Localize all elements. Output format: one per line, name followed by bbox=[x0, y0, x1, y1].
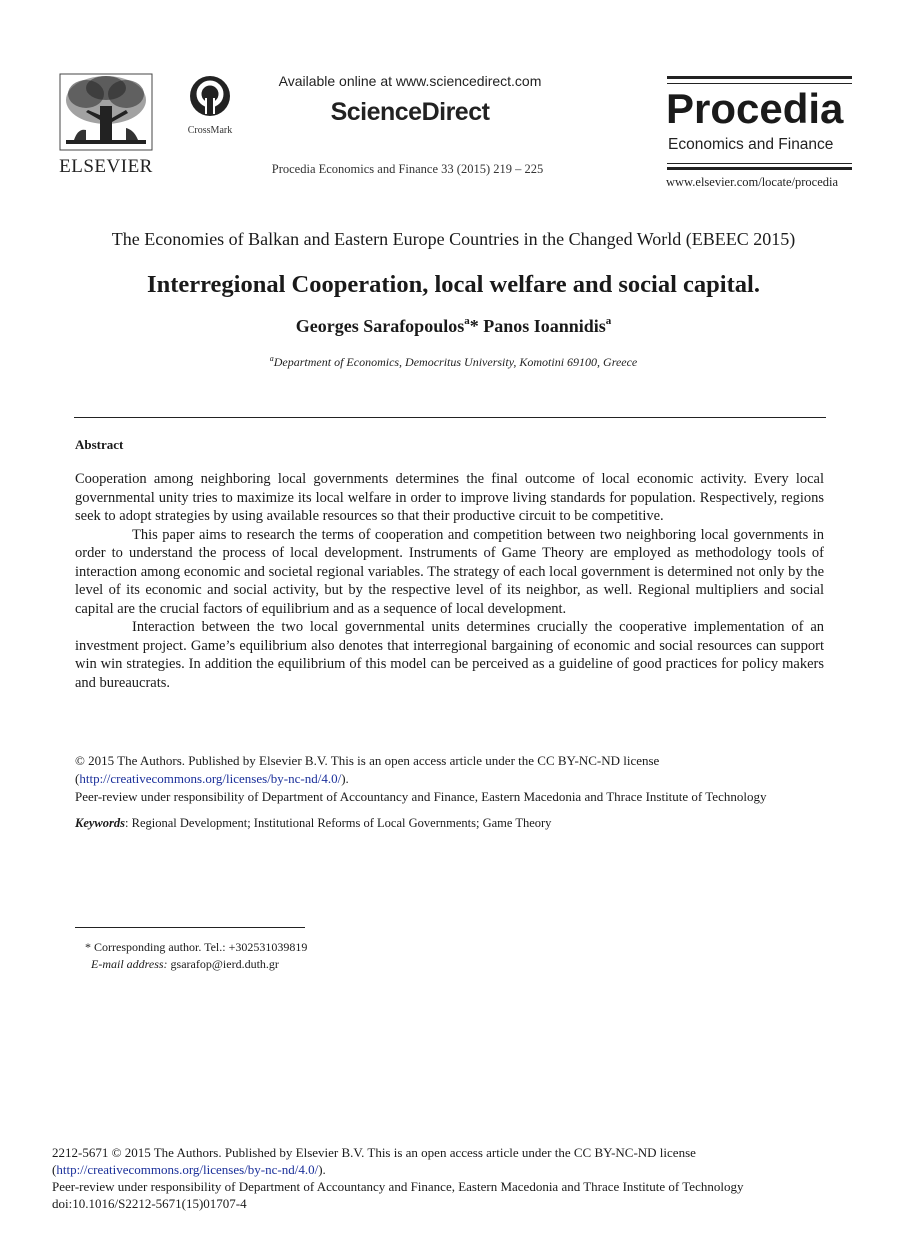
peer-review-text: Peer-review under responsibility of Department of Accountancy and Finance, Eastern Macedonia and Thrace Institute of Technology bbox=[52, 1179, 744, 1194]
bottom-link-line bbox=[52, 1161, 872, 1178]
affiliation-marker: a bbox=[269, 354, 274, 363]
paper-title: Interregional Cooperation, local welfare and social capital. bbox=[147, 271, 760, 298]
abstract-paragraph: Interaction between the two local governmental units determines crucially the cooperative implementation of an investment project. Game’s equilibrium also denotes that interregional bargaining of economic and social resources can support win win strategies. In addition the equilibrium of this model can be perceived as a guideline of good practices for policy makers and bureaucrats. bbox=[75, 619, 824, 691]
elsevier-tree-icon bbox=[56, 72, 156, 152]
paren-close: ). bbox=[318, 1162, 326, 1177]
peer-review-text: Peer-review under responsibility of Department of Accountancy and Finance, Eastern Macedonia and Thrace Institute of Technology bbox=[75, 789, 767, 804]
sciencedirect-logo[interactable]: ScienceDirect bbox=[330, 98, 490, 126]
keywords-label: Keywords bbox=[75, 816, 125, 830]
author-name: Georges Sarafopoulos bbox=[295, 316, 465, 336]
procedia-bottom-rule-thin bbox=[667, 163, 852, 164]
available-online-text: Available online at www.sciencedirect.com bbox=[278, 73, 542, 89]
affiliation bbox=[40, 355, 867, 370]
abstract-body bbox=[75, 470, 824, 692]
license-text: © 2015 The Authors. Published by Elsevier B.V. This is an open access article under the CC BY-NC-ND license bbox=[75, 753, 660, 768]
email-line bbox=[85, 956, 485, 973]
doi[interactable]: doi:10.1016/S2212-5671(15)01707-4 bbox=[52, 1196, 247, 1211]
elsevier-logo bbox=[56, 72, 156, 178]
section-divider bbox=[74, 417, 826, 418]
footnote bbox=[85, 939, 485, 973]
license-link[interactable]: http://creativecommons.org/licenses/by-nc-nd/4.0/ bbox=[56, 1162, 319, 1177]
procedia-top-rule bbox=[667, 76, 852, 79]
email-label: E-mail address: bbox=[91, 957, 168, 971]
affiliation-marker: a bbox=[605, 315, 612, 327]
keywords bbox=[75, 816, 835, 831]
paren-close: ). bbox=[341, 771, 349, 786]
paren-open: ( bbox=[75, 771, 80, 786]
journal-url-link[interactable]: www.elsevier.com/locate/procedia bbox=[666, 175, 839, 189]
elsevier-wordmark: ELSEVIER bbox=[59, 156, 153, 177]
footnote-divider bbox=[75, 927, 305, 928]
author-name: Panos Ioannidis bbox=[483, 316, 606, 336]
procedia-bottom-rule bbox=[667, 167, 852, 170]
abstract-heading: Abstract bbox=[75, 437, 124, 452]
license-link-line bbox=[75, 770, 835, 788]
license-notice bbox=[75, 752, 835, 806]
author-list bbox=[40, 316, 867, 337]
affiliation-text: Department of Economics, Democritus University, Komotini 69100, Greece bbox=[273, 355, 638, 369]
license-link[interactable]: http://creativecommons.org/licenses/by-nc-nd/4.0/ bbox=[79, 771, 342, 786]
procedia-brand: Procedia bbox=[666, 85, 844, 132]
bottom-notice bbox=[52, 1144, 872, 1212]
procedia-subtitle: Economics and Finance bbox=[668, 136, 834, 153]
abstract-paragraph: Cooperation among neighboring local governments determines the final outcome of local economic activity. Every local governmental unity tries to maximize its local welfare in order to improve living standards for population. Respectively, regions seek to adopt strategies by using available resources so that their productive circuit to be competitive. bbox=[75, 471, 824, 524]
paren-open: ( bbox=[52, 1162, 57, 1177]
crossmark-label: CrossMark bbox=[187, 125, 233, 136]
email-address[interactable]: gsarafop@ierd.duth.gr bbox=[167, 957, 279, 971]
corresponding-author: * Corresponding author. Tel.: +302531039819 bbox=[85, 940, 308, 954]
issn-line: 2212-5671 © 2015 The Authors. Published by Elsevier B.V. This is an open access article under the CC BY-NC-ND license bbox=[52, 1145, 696, 1160]
abstract-paragraph: This paper aims to research the terms of cooperation and competition between two neighboring local governments in order to understand the process of local development. Instruments of Game Theory are employed as methodology tools of interaction among economic and societal regional variables. The strategy of each local government is determined not only by the level of its economic and social activity, but by the respective level of its neighbor, as well. Regional multipliers and social capital are the crucial factors of equilibrium and as a sequence of local development. bbox=[75, 526, 824, 617]
affiliation-marker: a bbox=[464, 315, 470, 327]
corresponding-marker[interactable]: * bbox=[469, 316, 484, 336]
procedia-top-rule-thin bbox=[667, 83, 852, 84]
keywords-separator: : bbox=[125, 816, 132, 830]
keywords-text: Regional Development; Institutional Reforms of Local Governments; Game Theory bbox=[131, 816, 552, 830]
journal-reference: Procedia Economics and Finance 33 (2015) 219 – 225 bbox=[271, 162, 544, 176]
conference-name: The Economies of Balkan and Eastern Europe Countries in the Changed World (EBEEC 2015) bbox=[111, 229, 796, 249]
crossmark-badge[interactable] bbox=[178, 74, 242, 134]
crossmark-icon bbox=[188, 74, 232, 118]
